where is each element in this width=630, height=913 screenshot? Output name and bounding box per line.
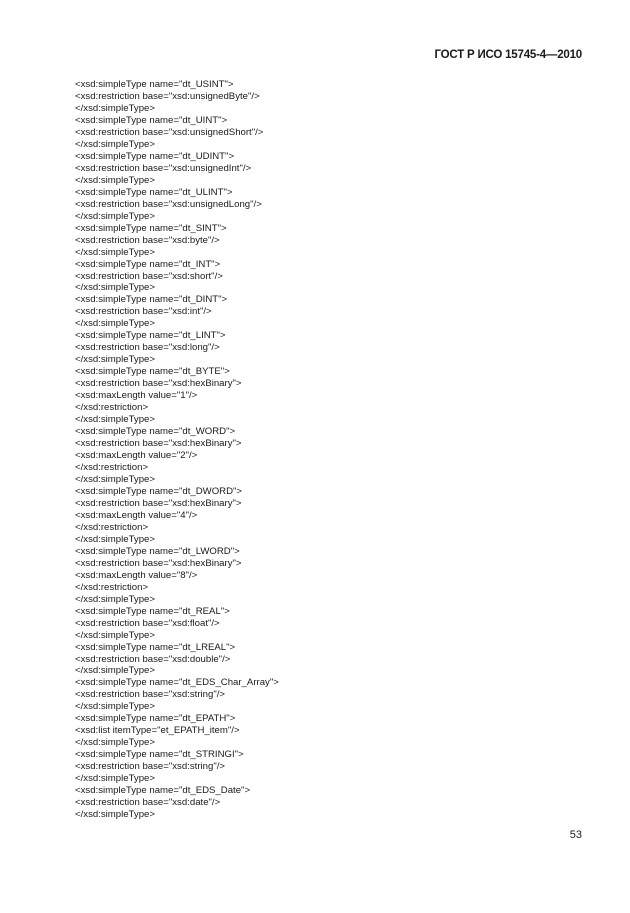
code-line: <xsd:simpleType name="dt_ULINT">	[75, 186, 233, 198]
code-line: <xsd:restriction base="xsd:unsignedInt"/>	[75, 162, 252, 174]
code-line: <xsd:restriction base="xsd:short"/>	[75, 270, 223, 282]
code-line: </xsd:simpleType>	[75, 414, 155, 426]
code-line: <xsd:restriction base="xsd:hexBinary">	[75, 438, 242, 450]
code-line: </xsd:simpleType>	[75, 354, 155, 366]
code-line: <xsd:simpleType name="dt_DINT">	[75, 294, 228, 306]
code-line: <xsd:restriction base="xsd:unsignedShort"/>	[75, 126, 264, 138]
code-line: <xsd:restriction base="xsd:double"/>	[75, 653, 231, 665]
code-line: <xsd:simpleType name="dt_EDS_Date">	[75, 785, 251, 797]
code-line: <xsd:restriction base="xsd:int"/>	[75, 306, 212, 318]
code-line: <xsd:simpleType name="dt_LINT">	[75, 330, 226, 342]
code-line: <xsd:simpleType name="dt_BYTE">	[75, 366, 230, 378]
code-line: </xsd:simpleType>	[75, 246, 155, 258]
code-line: <xsd:restriction base="xsd:long"/>	[75, 342, 220, 354]
code-line: <xsd:simpleType name="dt_UINT">	[75, 114, 228, 126]
code-line: <xsd:simpleType name="dt_STRINGI">	[75, 749, 244, 761]
code-line: <xsd:restriction base="xsd:date"/>	[75, 797, 221, 809]
code-line: </xsd:simpleType>	[75, 809, 155, 821]
code-line: <xsd:restriction base="xsd:hexBinary">	[75, 378, 242, 390]
code-line: </xsd:restriction>	[75, 521, 149, 533]
code-line: <xsd:maxLength value="4"/>	[75, 509, 198, 521]
code-line: </xsd:simpleType>	[75, 318, 155, 330]
code-line: </xsd:simpleType>	[75, 174, 155, 186]
code-line: <xsd:restriction base="xsd:string"/>	[75, 689, 225, 701]
code-line: <xsd:restriction base="xsd:byte"/>	[75, 234, 220, 246]
code-line: <xsd:maxLength value="2"/>	[75, 450, 198, 462]
code-line: <xsd:maxLength value="1"/>	[75, 390, 198, 402]
code-line: <xsd:maxLength value="8"/>	[75, 569, 198, 581]
page-number: 53	[569, 829, 582, 841]
code-line: </xsd:simpleType>	[75, 473, 155, 485]
code-line: <xsd:restriction base="xsd:unsignedLong"/>	[75, 198, 262, 210]
code-line: <xsd:simpleType name="dt_USINT">	[75, 79, 234, 90]
code-line: </xsd:simpleType>	[75, 533, 155, 545]
code-line: <xsd:simpleType name="dt_EPATH">	[75, 713, 236, 725]
code-line: </xsd:simpleType>	[75, 102, 155, 114]
code-line: </xsd:simpleType>	[75, 701, 155, 713]
code-line: </xsd:simpleType>	[75, 593, 155, 605]
code-line: </xsd:simpleType>	[75, 629, 155, 641]
code-line: </xsd:simpleType>	[75, 773, 155, 785]
code-line: </xsd:simpleType>	[75, 737, 155, 749]
code-line: <xsd:list itemType="et_EPATH_item"/>	[75, 725, 240, 737]
code-line: </xsd:simpleType>	[75, 665, 155, 677]
code-line: <xsd:restriction base="xsd:hexBinary">	[75, 497, 242, 509]
code-line: </xsd:simpleType>	[75, 210, 155, 222]
code-line: <xsd:simpleType name="dt_SINT">	[75, 222, 227, 234]
code-line: <xsd:restriction base="xsd:float"/>	[75, 617, 220, 629]
code-line: </xsd:simpleType>	[75, 138, 155, 150]
code-line: <xsd:simpleType name="dt_INT">	[75, 258, 221, 270]
code-line: </xsd:simpleType>	[75, 282, 155, 294]
code-line: <xsd:restriction base="xsd:hexBinary">	[75, 557, 242, 569]
code-line: </xsd:restriction>	[75, 402, 149, 414]
code-line: <xsd:simpleType name="dt_UDINT">	[75, 150, 235, 162]
code-line: <xsd:simpleType name="dt_REAL">	[75, 605, 230, 617]
code-line: </xsd:restriction>	[75, 581, 149, 593]
code-line: <xsd:simpleType name="dt_DWORD">	[75, 485, 243, 497]
code-line: <xsd:simpleType name="dt_EDS_Char_Array">	[75, 677, 279, 689]
standard-header: ГОСТ Р ИСО 15745-4—2010	[434, 49, 582, 61]
xsd-code-listing	[75, 79, 279, 821]
code-line: <xsd:simpleType name="dt_LWORD">	[75, 545, 240, 557]
code-line: <xsd:restriction base="xsd:string"/>	[75, 761, 225, 773]
code-line: <xsd:simpleType name="dt_LREAL">	[75, 641, 236, 653]
code-line: <xsd:simpleType name="dt_WORD">	[75, 426, 236, 438]
code-line: <xsd:restriction base="xsd:unsignedByte"/>	[75, 90, 260, 102]
code-line: </xsd:restriction>	[75, 462, 149, 473]
